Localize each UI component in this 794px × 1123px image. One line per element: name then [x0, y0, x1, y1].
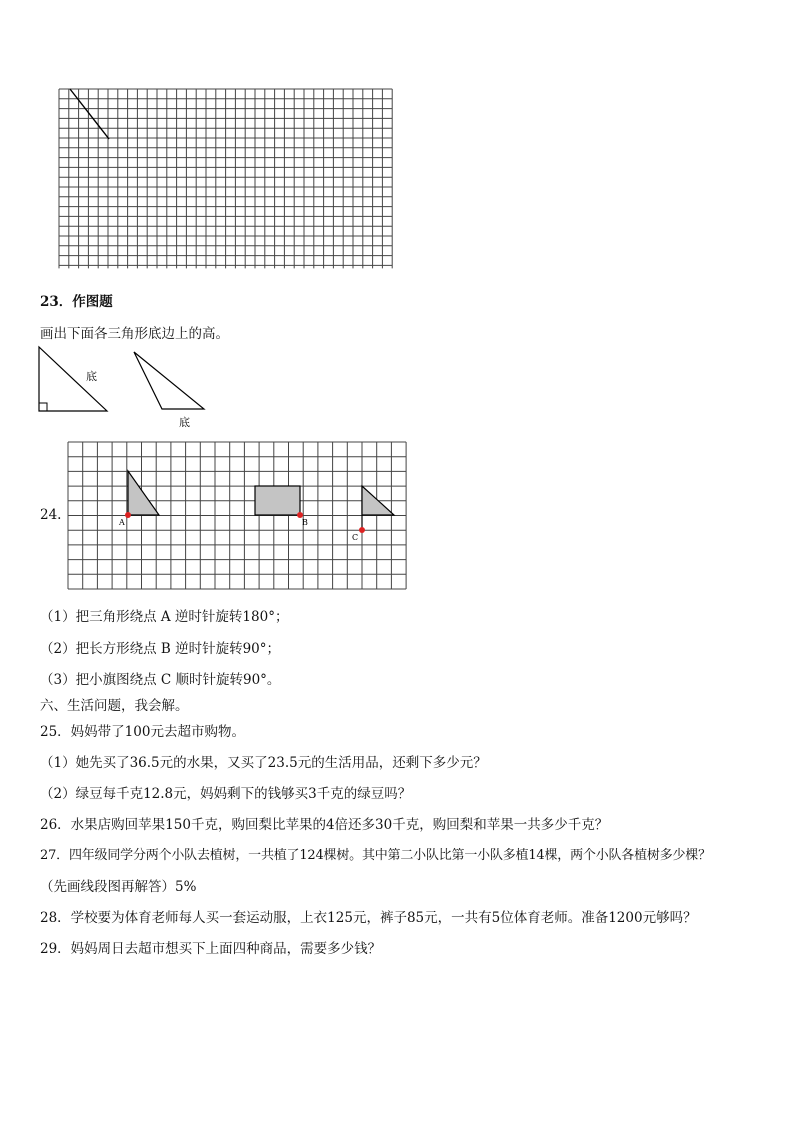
q28-text: 28．学校要为体育老师每人买一套运动服，上衣125元，裤子85元，一共有5位体育老师。准备1200元够吗？	[40, 910, 697, 926]
q29-text: 29．妈妈周日去超市想买下上面四种商品，需要多少钱？	[40, 941, 382, 957]
q24-sub2: （2）把长方形绕点 B 逆时针旋转90°；	[40, 641, 281, 657]
point-c-marker	[359, 527, 365, 533]
top-grid-lines	[59, 89, 392, 268]
q26-text: 26．水果店购回苹果150千克，购回梨比苹果的4倍还多30千克，购回梨和苹果一共多少千克？	[40, 817, 609, 833]
base-label-right-triangle: 底	[86, 370, 97, 383]
point-b-label: B	[302, 518, 308, 527]
q23-heading: 23．作图题	[40, 294, 113, 310]
q25-text: 25．妈妈带了100元去超市购物。	[40, 724, 245, 740]
q27-note: （先画线段图再解答）5%	[40, 879, 197, 895]
base-label-obtuse-triangle: 底	[179, 416, 190, 429]
q24-sub1: （1）把三角形绕点 A 逆时针旋转180°；	[40, 609, 289, 625]
q23-triangles	[30, 342, 230, 434]
q24-number: 24.	[40, 507, 62, 523]
section6-title: 六、生活问题，我会解。	[40, 698, 189, 714]
q25-sub2: （2）绿豆每千克12.8元，妈妈剩下的钱够买3千克的绿豆吗？	[40, 786, 412, 802]
obtuse-triangle	[134, 352, 204, 409]
rectangle-shape	[255, 486, 300, 515]
q24-sub3: （3）把小旗图绕点 C 顺时针旋转90°。	[40, 672, 281, 688]
q25-sub1: （1）她先买了36.5元的水果，又买了23.5元的生活用品，还剩下多少元？	[40, 755, 487, 771]
point-c-label: C	[352, 533, 359, 542]
q23-instruction: 画出下面各三角形底边上的高。	[40, 326, 229, 342]
right-angle-mark	[39, 403, 47, 411]
top-grid-figure	[56, 86, 400, 274]
triangle-shape	[128, 471, 159, 515]
point-a-marker	[125, 512, 131, 518]
point-a-label: A	[119, 518, 125, 527]
top-grid-diagonal-segment	[70, 89, 109, 139]
q24-grid-lines	[68, 442, 406, 589]
q27-text: 27．四年级同学分两个小队去植树，一共植了124棵树。其中第二小队比第一小队多植14棵，两个小队各植树多少棵？	[40, 848, 711, 863]
q24-grid-figure	[66, 440, 412, 592]
